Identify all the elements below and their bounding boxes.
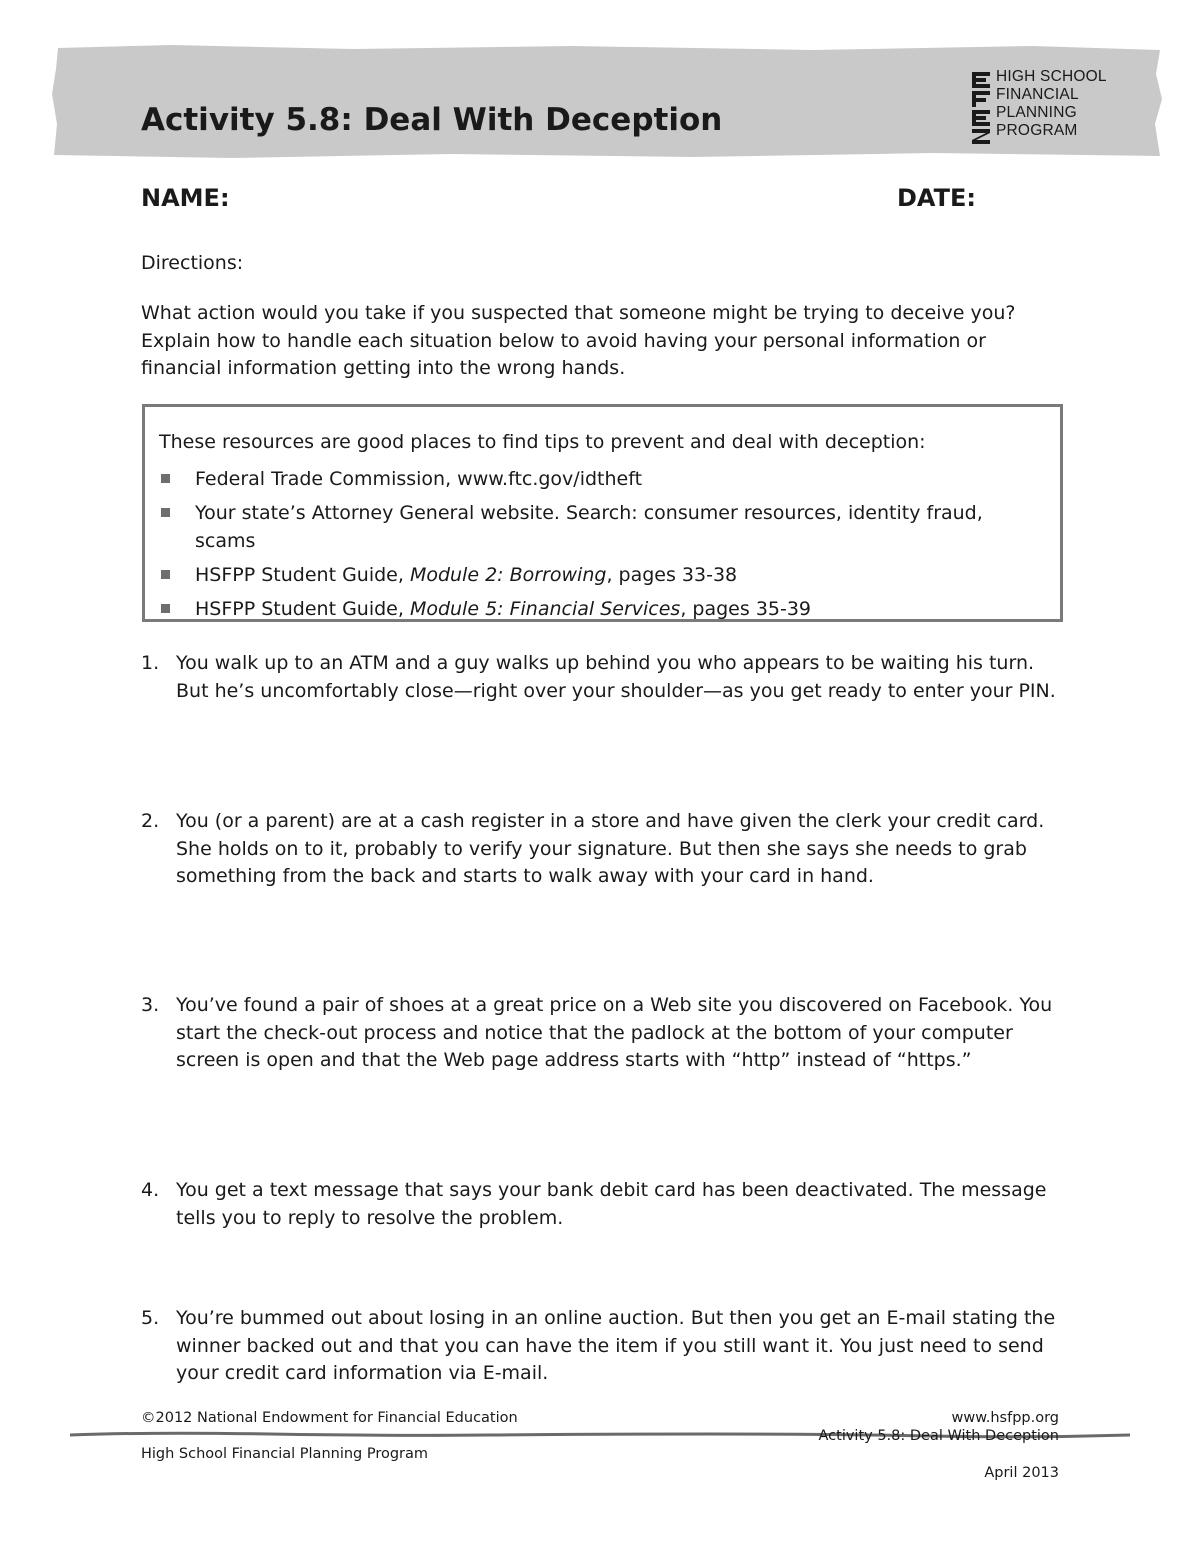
question-number: 4. bbox=[141, 1179, 160, 1201]
resource-pages: , pages 35-39 bbox=[680, 598, 812, 620]
resources-intro: These resources are good places to find tips to prevent and deal with deception: bbox=[159, 431, 926, 453]
logo-text bbox=[996, 68, 1107, 140]
square-bullet-icon bbox=[161, 474, 170, 483]
resource-item bbox=[159, 465, 1039, 493]
directions-text: What action would you take if you suspected that someone might be trying to deceive you? Explain how to handle each situation below to avoid having your personal information or financial information getting into the wrong hands. bbox=[141, 302, 1016, 379]
resource-text: HSFPP Student Guide, bbox=[195, 598, 410, 620]
logo-line: PROGRAM bbox=[996, 122, 1078, 139]
square-bullet-icon bbox=[161, 570, 170, 579]
question-text: You walk up to an ATM and a guy walks up behind you who appears to be waiting his turn. But he’s uncomfortably close—right over your shoulder—as you get ready to enter your PIN. bbox=[176, 652, 1056, 702]
nefe-logo bbox=[970, 68, 1110, 144]
footer-program: High School Financial Planning Program bbox=[141, 1446, 429, 1462]
question-number: 5. bbox=[141, 1307, 160, 1329]
resource-text: Federal Trade Commission, www.ftc.gov/idtheft bbox=[195, 468, 643, 490]
question-text: You (or a parent) are at a cash register in a store and have given the clerk your credit card. She holds on to it, probably to verify your signature. But then she says she needs to grab something from the back and starts to walk away with your card in hand. bbox=[176, 810, 1045, 887]
footer-activity: Activity 5.8: Deal With Deception bbox=[818, 1428, 1059, 1444]
footer-date: April 2013 bbox=[984, 1465, 1059, 1481]
question-text: You get a text message that says your bank debit card has been deactivated. The message tells you to reply to resolve the problem. bbox=[176, 1179, 1047, 1229]
resource-pages: , pages 33-38 bbox=[606, 564, 738, 586]
date-label: DATE: bbox=[897, 184, 976, 212]
logo-line: HIGH SCHOOL bbox=[996, 68, 1107, 85]
resource-text: Your state’s Attorney General website. Search: consumer resources, identity fraud, scams bbox=[195, 502, 983, 552]
resource-item bbox=[159, 499, 1039, 555]
nefe-logo-mark bbox=[970, 72, 992, 144]
footer-website: www.hsfpp.org bbox=[951, 1410, 1059, 1426]
square-bullet-icon bbox=[161, 604, 170, 613]
page-title: Activity 5.8: Deal With Deception bbox=[141, 102, 723, 138]
resources-list bbox=[159, 465, 1039, 629]
resources-box bbox=[142, 404, 1063, 622]
resource-module-title: Module 2: Borrowing bbox=[409, 564, 607, 586]
question-text: You’ve found a pair of shoes at a great price on a Web site you discovered on Facebook. You start the check-out process and notice that the padlock at the bottom of your computer screen is open and that the Web page address starts with “http” instead of “https.” bbox=[176, 994, 1053, 1071]
question-number: 1. bbox=[141, 652, 160, 674]
footer-copyright: ©2012 National Endowment for Financial Education bbox=[141, 1410, 518, 1426]
directions-heading: Directions: bbox=[141, 252, 244, 274]
logo-line: FINANCIAL bbox=[996, 86, 1079, 103]
resource-item bbox=[159, 595, 1039, 623]
question-text: You’re bummed out about losing in an online auction. But then you get an E-mail stating the winner backed out and that you can have the item if you still want it. You just need to send your credit card information via E-mail. bbox=[176, 1307, 1056, 1384]
question-number: 2. bbox=[141, 810, 160, 832]
resource-item bbox=[159, 561, 1039, 589]
resource-text: HSFPP Student Guide, bbox=[195, 564, 410, 586]
logo-line: PLANNING bbox=[996, 104, 1077, 121]
name-label: NAME: bbox=[141, 184, 230, 212]
question-number: 3. bbox=[141, 994, 160, 1016]
square-bullet-icon bbox=[161, 508, 170, 517]
resource-module-title: Module 5: Financial Services bbox=[409, 598, 681, 620]
